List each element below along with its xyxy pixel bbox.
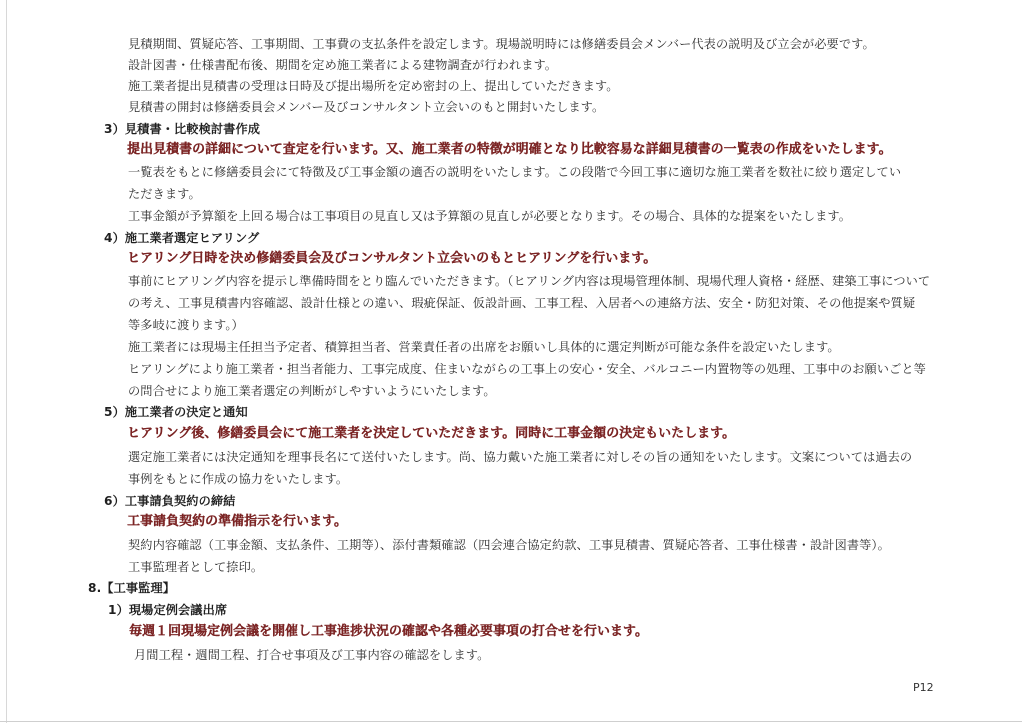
section-heading-4: 4）施工業者選定ヒアリング [104, 231, 260, 245]
body-line: の考え、工事見積書内容確認、設計仕様との違い、瑕疵保証、仮設計画、工事工程、入居者への連絡方法、安全・防犯対策、その他提案や質疑 [128, 296, 916, 310]
body-line: の問合せにより施工業者選定の判断がしやすいようにいたします。 [128, 384, 496, 398]
body-line: 設計図書・仕様書配布後、期間を定め施工業者による建物調査が行われます。 [128, 58, 558, 72]
highlight-line: 毎週１回現場定例会議を開催し工事進捗状況の確認や各種必要事項の打合せを行います。 [129, 624, 648, 639]
page-bottom-line [0, 721, 1022, 722]
body-line: 事例をもとに作成の協力をいたします。 [128, 472, 349, 486]
body-line: 工事監理者として捺印。 [128, 560, 264, 574]
highlight-line: 提出見積書の詳細について査定を行います。又、施工業者の特徴が明確となり比較容易な詳細見積書の一覧表の作成をいたします。 [127, 142, 892, 157]
chapter-heading-8: 8.【工事監理】 [88, 581, 176, 595]
page-edge-line [6, 0, 7, 723]
body-line: 選定施工業者には決定通知を理事長名にて送付いたします。尚、協力戴いた施工業者に対しその旨の通知をいたします。文案については過去の [128, 450, 913, 464]
body-line: ただきます。 [128, 187, 201, 201]
section-heading-5: 5）施工業者の決定と通知 [104, 405, 248, 419]
body-line: 契約内容確認（工事金額、支払条件、工期等）、添付書類確認（四会連合協定約款、工事見積書、質疑応答者、工事仕様書・設計図書等）。 [128, 538, 890, 552]
highlight-line: ヒアリング日時を決め修繕委員会及びコンサルタント立会いのもとヒアリングを行います。 [127, 251, 657, 266]
body-line: 施工業者には現場主任担当予定者、積算担当者、営業責任者の出席をお願いし具体的に選定判断が可能な条件を設定いたします。 [128, 340, 840, 354]
highlight-line: ヒアリング後、修繕委員会にて施工業者を決定していただきます。同時に工事金額の決定もいたします。 [127, 426, 736, 441]
section-heading-8-1: 1）現場定例会議出席 [108, 603, 228, 617]
body-line: 一覧表をもとに修繕委員会にて特徴及び工事金額の適否の説明をいたします。この段階で今回工事に適切な施工業者を数社に絞り選定してい [128, 165, 902, 179]
section-heading-6: 6）工事請負契約の締結 [104, 494, 236, 508]
body-line: 見積期間、質疑応答、工事期間、工事費の支払条件を設定します。現場説明時には修繕委員会メンバー代表の説明及び立会が必要です。 [128, 37, 875, 51]
body-line: 見積書の開封は修繕委員会メンバー及びコンサルタント立会いのもと開封いたします。 [128, 100, 605, 114]
section-heading-3: 3）見積書・比較検討書作成 [104, 122, 261, 136]
page-number: P12 [913, 681, 934, 694]
body-line: 等多岐に渡ります。） [128, 318, 244, 332]
body-line: 事前にヒアリング内容を提示し準備時間をとり臨んでいただきます。（ヒアリング内容は現場管理体制、現場代理人資格・経歴、建築工事について [128, 274, 931, 288]
body-line: ヒアリングにより施工業者・担当者能力、工事完成度、住まいながらの工事上の安心・安全、バルコニー内置物等の処理、工事中のお願いごと等 [128, 362, 926, 376]
body-line: 工事金額が予算額を上回る場合は工事項目の見直し又は予算額の見直しが必要となります。その場合、具体的な提案をいたします。 [128, 209, 852, 223]
body-line: 施工業者提出見積書の受理は日時及び提出場所を定め密封の上、提出していただきます。 [128, 79, 619, 93]
highlight-line: 工事請負契約の準備指示を行います。 [127, 514, 347, 529]
body-line: 月間工程・週間工程、打合せ事項及び工事内容の確認をします。 [134, 648, 490, 662]
